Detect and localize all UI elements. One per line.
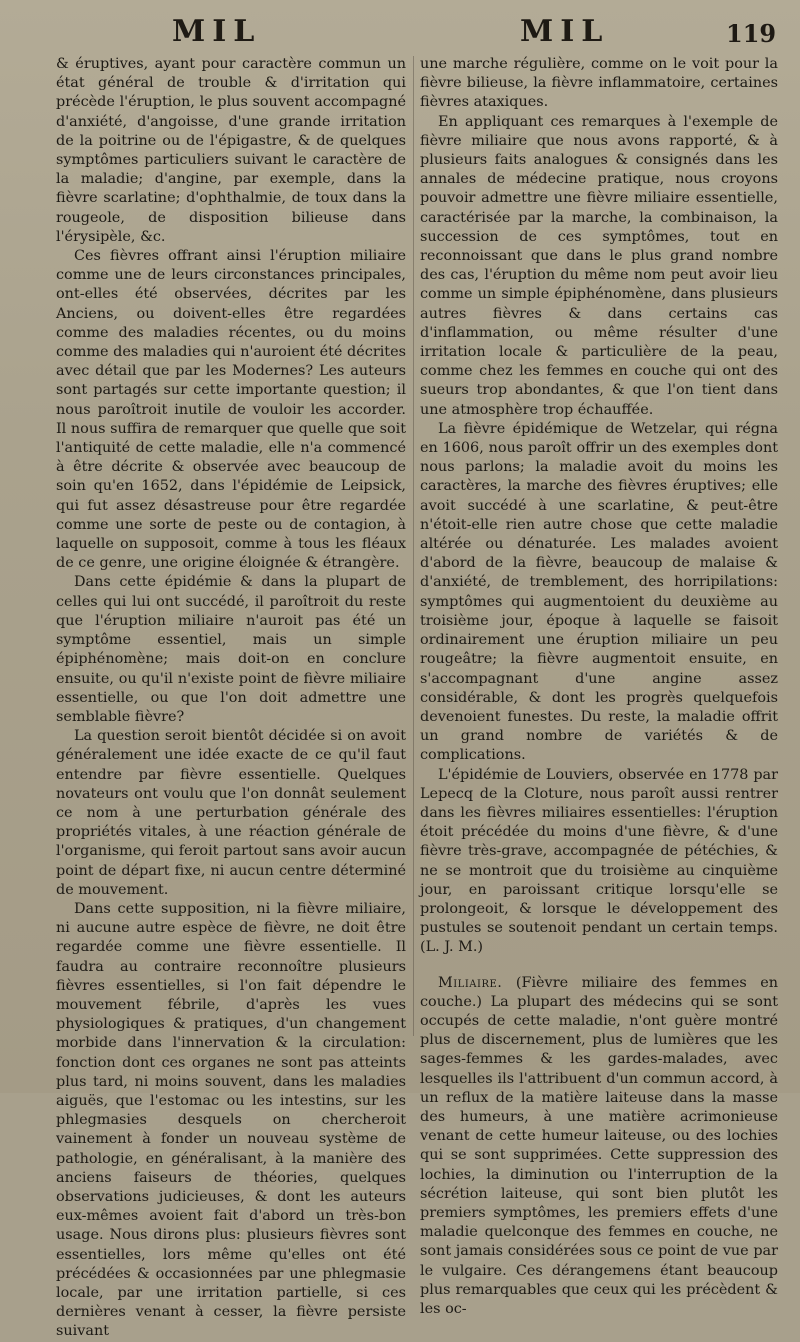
running-title-left: MIL bbox=[172, 14, 262, 49]
page-number: 119 bbox=[726, 19, 777, 48]
paragraph: La question seroit bientôt décidée si on avoit généralement une idée exacte de ce qu'il faut entendre par fièvre essentielle. Quelques novateurs ont voulu que l'on donnât seulement ce nom à une perturbation générale des propriétés vitales, à une réaction générale de l'organisme, qui feroit partout sans avoir aucun point de départ fixe, ni aucun centre déterminé de mouvement. bbox=[56, 728, 406, 898]
entry-headword: Miliaire. bbox=[438, 974, 503, 991]
entry-text: (Fièvre miliaire des femmes en couche.) La plupart des médecins qui se sont occupés de cette maladie, n'ont guère montré plus de discernement, plus de lumières que les sages-femmes & les gardes-malades, avec lesquelles ils l'attribuent d'un commun accord, à un reflux de la matière laiteuse dans la masse des humeurs, à une matière acrimonieuse venant de cette humeur laiteuse, ou des lochies qui se sont supprimées. Cette suppression des lochies, la diminution ou l'interruption de la sécrétion laiteuse, qui sont bien plutôt les premiers symptômes, les premiers effets d'une maladie quelconque des femmes en couche, ne sont jamais considérées sous ce point de vue par le vulgaire. Ces dérangemens étant beaucoup plus remarquables que ceux qui les précèdent & les oc- bbox=[420, 974, 778, 1317]
paragraph: Dans cette supposition, ni la fièvre miliaire, ni aucune autre espèce de fièvre, ne doit être regardée comme une fièvre essentielle. Il faudra au contraire reconnoître plusieurs fièvres essentielles, si l'on fait dépendre le mouvement fébrile, d'après les vues physiologiques & pratiques, d'un changement morbide dans l'innervation & la circulation: fonction dont ces organes ne sont pas atteints plus tard, ni moins souvent, dans les maladies aiguës, que l'estomac ou les intestins, sur les phlegmasies desquels on chercheroit vainement à fonder un nouveau système de pathologie, en généralisant, à la manière des anciens faiseurs de théories, quelques observations judicieuses, & dont les auteurs eux-mêmes avoient fait d'abord un très-bon usage. Nous dirons plus: plusieurs fièvres sont essentielles, lors même qu'elles ont été précédées & occasionnées par une phlegmasie locale, par une irritation partielle, si ces dernières venant à cesser, la fièvre persiste suivant bbox=[56, 900, 406, 1340]
left-column bbox=[56, 55, 406, 1342]
paragraph: une marche régulière, comme on le voit pour la fièvre bilieuse, la fièvre inflammatoire, certaines fièvres ataxiques. bbox=[420, 56, 778, 111]
paragraph: En appliquant ces remarques à l'exemple de fièvre miliaire que nous avons rapporté, & à plusieurs faits analogues & consignés dans les annales de médecine pratique, nous croyons pouvoir admettre une fièvre miliaire essentielle, caractérisée par la marche, la combinaison, la succession de ces symptômes, tout en reconnoissant que dans le plus grand nombre des cas, l'éruption du même nom peut avoir lieu comme un simple épiphénomène, dans plusieurs autres fièvres & dans certains cas d'inflammation, ou même résulter d'une irritation locale & particulière de la peau, comme chez les femmes en couche qui ont des sueurs trop abondantes, & que l'on tient dans une atmosphère trop échauffée. bbox=[420, 113, 778, 418]
paragraph: Ces fièvres offrant ainsi l'éruption miliaire comme une de leurs circonstances principales, ont-elles été observées, décrites par les Anciens, ou doivent-elles être regardées comme des maladies récentes, ou du moins comme des maladies qui n'auroient été décrites avec détail que par les Modernes? Les auteurs sont partagés sur cette importante question; il nous paroîtroit inutile de vouloir les accorder. Il nous suffira de remarquer que quelle que soit l'antiquité de cette maladie, elle n'a commencé à être décrite & observée avec beaucoup de soin qu'en 1652, dans l'épidémie de Leipsick, qui fut assez désastreuse pour être regardée comme une sorte de peste ou de contagion, à laquelle on supposoit, comme à tous les fléaux de ce genre, une origine éloignée & étrangère. bbox=[56, 248, 406, 572]
column-divider bbox=[413, 56, 414, 1036]
paragraph: La fièvre épidémique de Wetzelar, qui régna en 1606, nous paroît offrir un des exemples dont nous parlons; la maladie avoit du moins les caractères, la marche des fièvres éruptives; elle avoit succédé à une scarlatine, & peut-être n'étoit-elle rien autre chose que cette maladie altérée ou dénaturée. Les malades avoient d'abord de la fièvre, beaucoup de malaise & d'anxiété, de tremblement, des horripilations: symptômes qui augmentoient du deuxième au troisième jour, époque à laquelle se faisoit ordinairement une éruption miliaire un peu rougeâtre; la fièvre augmentoit ensuite, en s'accompagnant d'une angine assez considérable, & dont les progrès quelquefois devenoient funestes. Du reste, la maladie offrit un grand nombre de variétés & de complications. bbox=[420, 420, 778, 764]
running-title-right: MIL bbox=[520, 14, 610, 49]
right-column bbox=[420, 55, 778, 1319]
paragraph: Dans cette épidémie & dans la plupart de celles qui lui ont succédé, il paroîtroit du reste que l'éruption miliaire n'auroit pas été un symptôme essentiel, mais un simple épiphénomène; mais doit-on en conclure ensuite, ou qu'il n'existe point de fièvre miliaire essentielle, ou que l'on doit admettre une semblable fièvre? bbox=[56, 574, 406, 725]
paragraph: & éruptives, ayant pour caractère commun un état général de trouble & d'irritation qui précède l'éruption, le plus souvent accompagné d'anxiété, d'angoisse, d'une grande irritation de la poitrine ou de l'épigastre, & de quelques symptômes particuliers suivant le caractère de la maladie; d'angine, par exemple, dans la fièvre scarlatine; d'ophthalmie, de toux dans la rougeole, de disposition bilieuse dans l'érysipèle, &c. bbox=[56, 56, 406, 245]
paragraph: L'épidémie de Louviers, observée en 1778 par Lepecq de la Cloture, nous paroît aussi rentrer dans les fièvres miliaires essentielles: l'éruption étoit précédée du moins d'une fièvre, & d'une fièvre très-grave, accompagnée de pétéchies, & ne se montroit que du troisième au cinquième jour, en paroissant critique lorsqu'elle se prolongeoit, & lorsque le développement des pustules se soutenoit pendant un certain temps. (L. J. M.) bbox=[420, 766, 778, 956]
running-header bbox=[0, 14, 800, 50]
dictionary-entry bbox=[420, 974, 778, 1320]
